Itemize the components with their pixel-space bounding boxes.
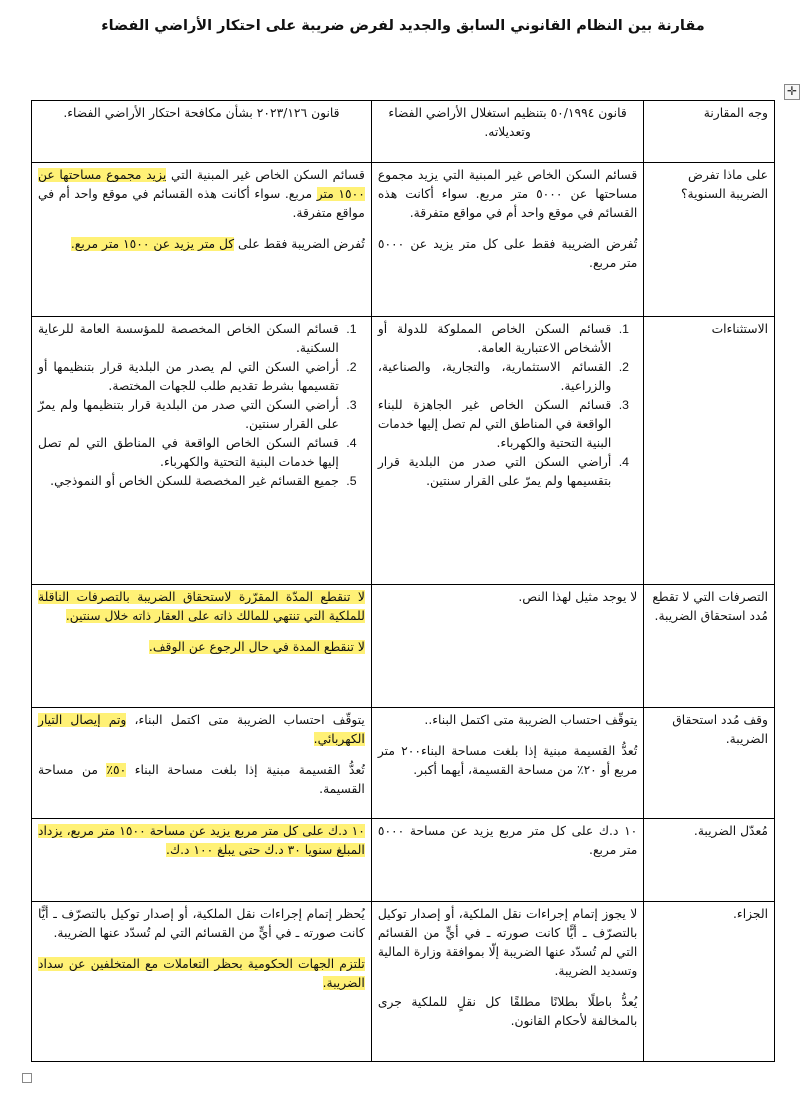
highlighted-text: يزيد مجموع مساحتها عن ١٥٠٠ متر	[38, 168, 365, 201]
new-law-cell	[32, 902, 372, 1062]
header-aspect: وجه المقارنة	[644, 101, 775, 163]
new-law-text	[38, 638, 365, 657]
highlighted-text: تلتزم الجهات الحكومية بحظر التعاملات مع المتخلفين عن سداد الضريبة.	[38, 957, 365, 990]
new-law-cell	[32, 585, 372, 708]
table-row	[32, 902, 775, 1062]
old-law-cell: لا يوجد مثيل لهذا النص.	[371, 585, 643, 708]
comparison-table	[31, 100, 775, 1062]
table-row	[32, 585, 775, 708]
new-law-text: قسائم السكن الخاص غير المبنية التي يزيد مجموع مساحتها عن ١٥٠٠ متر مربع. سواء أكانت هذه القسائم في موقع واحد أم في مواقع متفرقة.	[38, 168, 365, 220]
highlighted-text: ١٠ د.ك على كل متر مربع يزيد عن مساحة ١٥٠٠ متر مربع، يزداد المبلغ سنويا ٣٠ د.ك حتى يبلغ ١٠٠ د.ك.	[38, 824, 365, 857]
new-law-text	[38, 955, 365, 993]
table-row	[32, 317, 775, 585]
list-item: 1. قسائم السكن الخاص المخصصة للمؤسسة العامة للرعاية السكنية.	[38, 320, 343, 358]
new-law-cell	[32, 708, 372, 819]
old-law-cell	[371, 317, 643, 585]
old-law-text: يتوقّف احتساب الضريبة متى اكتمل البناء..	[424, 713, 638, 727]
table-move-handle-icon[interactable]: ✛	[784, 84, 800, 100]
page-title: مقارنة بين النظام القانوني السابق والجديد لفرض ضريبة على احتكار الأراضي الفضاء	[101, 18, 705, 34]
new-exceptions-list	[38, 320, 365, 491]
row-aspect: الاستثناءات	[644, 317, 775, 585]
old-law-text: يُعدُّ باطلًا بطلانًا مطلقًا كل نقلٍ للملكية جرى بالمخالفة لأحكام القانون.	[377, 995, 638, 1028]
highlighted-text: كل متر يزيد عن ١٥٠٠ متر مربع.	[70, 237, 235, 251]
table-header-row	[32, 101, 775, 163]
header-new-law: قانون ٢٠٢٣/١٢٦ بشأن مكافحة احتكار الأراضي الفضاء.	[32, 101, 372, 163]
old-law-text: لا يجوز إتمام إجراءات نقل الملكية، أو إصدار توكيل بالتصرّف ـ أيًّا كانت صورته ـ في أيٍّ من القسائم التي لم تُسدّد عنها الضريبة إلّا بموافقة وزارة المالية وتسديد الضريبة.	[377, 907, 638, 978]
old-law-cell	[371, 708, 643, 819]
new-law-text	[38, 588, 365, 626]
row-aspect: الجزاء.	[644, 902, 775, 1062]
header-old-law: قانون ٥٠/١٩٩٤ بتنظيم استغلال الأراضي الفضاء وتعديلاته.	[371, 101, 643, 163]
list-item: 4. أراضي السكن التي صدر من البلدية قرار بتقسيمها ولم يمرّ على القرار سنتين.	[378, 453, 615, 491]
table-row	[32, 819, 775, 902]
old-law-cell: ١٠ د.ك على كل متر مربع يزيد عن مساحة ٥٠٠٠ متر مربع.	[371, 819, 643, 902]
highlighted-text: ٥٠٪	[106, 763, 127, 777]
old-law-text: تُعدُّ القسيمة مبنية إذا بلغت مساحة البناء٢٠٠ متر مربع أو ٢٠٪ من مساحة القسيمة، أيهما أكبر.	[377, 744, 638, 777]
old-law-text: قسائم السكن الخاص غير المبنية التي يزيد مجموع مساحتها عن ٥٠٠٠ متر مربع. سواء أكانت هذه القسائم في موقع واحد أم في مواقع متفرقة.	[377, 168, 638, 220]
row-aspect: وقف مُدد استحقاق الضريبة.	[644, 708, 775, 819]
new-law-cell	[32, 163, 372, 317]
row-aspect: على ماذا تفرض الضريبة السنوية؟	[644, 163, 775, 317]
row-aspect: التصرفات التي لا تقطع مُدد استحقاق الضريبة.	[644, 585, 775, 708]
row-aspect: مُعدّل الضريبة.	[644, 819, 775, 902]
new-law-cell	[32, 819, 372, 902]
table-resize-handle[interactable]	[22, 1073, 32, 1083]
new-law-text: تُعدُّ القسيمة مبنية إذا بلغت مساحة البناء ٥٠٪ من مساحة القسيمة.	[38, 763, 365, 796]
list-item: 2. القسائم الاستثمارية، والتجارية، والصناعية، والزراعية.	[378, 358, 615, 396]
list-item: 3. قسائم السكن الخاص غير الجاهزة للبناء الواقعة في المناطق التي لم تصل إليها خدمات البنية التحتية والكهرباء.	[378, 396, 615, 453]
old-exceptions-list	[378, 320, 637, 491]
table-row	[32, 708, 775, 819]
highlighted-text: وتم إيصال التيار الكهربائي.	[38, 713, 365, 746]
new-law-cell	[32, 317, 372, 585]
list-item: 3. أراضي السكن التي صدر من البلدية قرار بتنظيمها ولم يمرّ على القرار سنتين.	[38, 396, 343, 434]
new-law-text: يُحظر إتمام إجراءات نقل الملكية، أو إصدار توكيل بالتصرّف ـ أيًّا كانت صورته ـ في أيٍّ من القسائم التي لم تُسدّد عنها الضريبة.	[38, 907, 365, 940]
highlighted-text: لا تنقطع المدّة المقرّرة لاستحقاق الضريبة بالتصرفات الناقلة للملكية التي تنتهي للمالك ذاته على العقار ذاته خلال سنتين.	[38, 590, 365, 623]
old-law-text: تُفرض الضريبة فقط على كل متر يزيد عن ٥٠٠٠ متر مربع.	[377, 237, 638, 270]
new-law-text: يتوقّف احتساب الضريبة متى اكتمل البناء، وتم إيصال التيار الكهربائي.	[38, 713, 365, 746]
old-law-cell	[371, 163, 643, 317]
list-item: 2. أراضي السكن التي لم يصدر من البلدية قرار بتنظيمها أو تقسيمها بشرط تقديم طلب للجهات المختصة.	[38, 358, 343, 396]
list-item: 4. قسائم السكن الخاص الواقعة في المناطق التي لم تصل إليها خدمات البنية التحتية والكهرباء.	[38, 434, 343, 472]
old-law-cell	[371, 902, 643, 1062]
table-row	[32, 163, 775, 317]
list-item: 1. قسائم السكن الخاص المملوكة للدولة أو الأشخاص الاعتبارية العامة.	[378, 320, 615, 358]
list-item: 5. جميع القسائم غير المخصصة للسكن الخاص أو النموذجي.	[38, 472, 343, 491]
new-law-text: تُفرض الضريبة فقط على كل متر يزيد عن ١٥٠٠ متر مربع.	[70, 237, 365, 251]
highlighted-text: لا تنقطع المدة في حال الرجوع عن الوقف.	[148, 640, 365, 654]
